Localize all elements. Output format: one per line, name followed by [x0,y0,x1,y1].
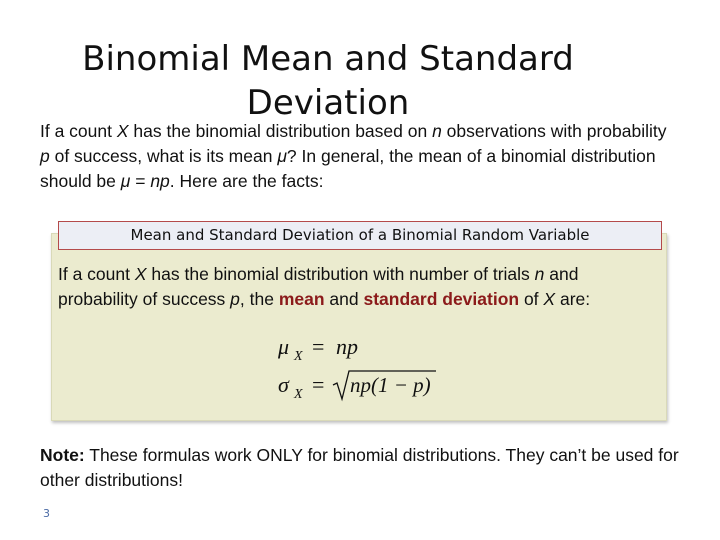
definition-var-x: X [134,264,147,284]
intro-var-np: np [150,171,170,191]
intro-text: If a count [40,121,117,141]
intro-var-p: p [40,146,50,166]
intro-var-x: X [116,121,129,141]
mean-formula-subscript: X [294,349,303,364]
mean-formula-mu: μ [278,334,290,359]
definition-var-n: n [534,264,545,284]
definition-text-run: , the [239,289,279,309]
page-number: 3 [43,507,50,520]
formulas [278,333,478,413]
definition-text-run: and probability of success [58,264,579,309]
intro-paragraph [40,119,680,194]
intro-var-mu: μ [277,146,287,166]
sd-formula-equals: = [312,372,325,397]
definition-text-run: of [519,289,544,309]
intro-text: of success, what is its mean [49,146,278,166]
sd-formula-sigma: σ [278,372,289,397]
definition-text-run: and [324,289,364,309]
definition-var-p: p [230,289,240,309]
intro-text: . Here are the facts: [169,171,324,191]
definition-text [58,262,658,312]
note-label: Note: [40,445,85,465]
intro-text: has the binomial distribution based on [128,121,433,141]
slide-title-line-1: Binomial Mean and Standard [82,38,574,79]
slide-title [0,37,656,125]
slide-title-line-2: Deviation [246,82,410,123]
definition-var-x: X [543,289,556,309]
intro-text: ? In general, the mean of a binomial distribution should be [40,146,656,191]
sd-formula-subscript: X [294,387,303,402]
definition-box-header: Mean and Standard Deviation of a Binomial Random Variable [58,221,662,250]
intro-var-n: n [432,121,442,141]
intro-text: = [130,171,151,191]
intro-text: observations with probability [441,121,667,141]
standard-deviation-keyword: standard deviation [363,289,520,309]
mean-keyword: mean [278,289,325,309]
definition-text-run: are: [555,289,591,309]
intro-var-mu: μ [120,171,131,191]
mean-formula-rhs: np [336,334,358,359]
mean-formula-equals: = [312,334,325,359]
definition-text-run: If a count [58,264,135,284]
note-text: These formulas work ONLY for binomial distributions. They can’t be used for other distributions! [40,445,679,490]
definition-text-run: has the binomial distribution with number of trials [146,264,535,284]
sd-formula-radicand: np(1 − p) [350,373,431,397]
note-paragraph [40,443,680,493]
